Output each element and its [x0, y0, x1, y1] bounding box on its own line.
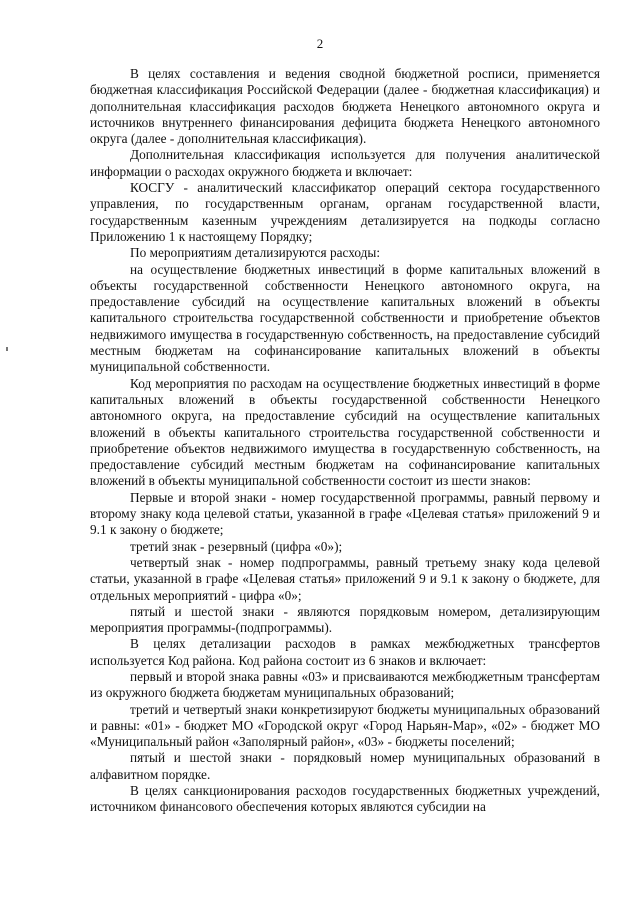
paragraph-additional-classification: Дополнительная классификация используется для получения аналитической информации о расходах окружного бюджета и включает:	[90, 147, 600, 179]
paragraph-fourth-digit: четвертый знак - номер подпрограммы, равный третьему знаку кода целевой статьи, указанной в графе «Целевая статья» приложений 9 и 9.1 к закону о бюджете, для отдельных мероприятий - цифра «0»;	[90, 554, 600, 603]
paragraph-district-code: В целях детализации расходов в рамках межбюджетных трансфертов используется Код района. Код района состоит из 6 знаков и включает:	[90, 636, 600, 668]
document-body	[90, 66, 600, 816]
margin-mark	[6, 347, 8, 351]
paragraph-district-fifth-sixth: пятый и шестой знаки - порядковый номер муниципальных образований в алфавитном порядке.	[90, 750, 600, 782]
paragraph-kosgu: КОСГУ - аналитический классификатор операций сектора государственного управления, по государственным органам, органам государственной власти, государственным казенным учреждениям детализируется на подкоды согласно Приложению 1 к настоящему Порядку;	[90, 180, 600, 244]
paragraph-by-measures: По мероприятиям детализируются расходы:	[130, 245, 381, 261]
paragraph-capital-investments: на осуществление бюджетных инвестиций в форме капитальных вложений в объекты государственной собственности Ненецкого автономного округа, на предоставление субсидий на осуществление капитальных вложений в объекты капитального строительства государственной собственности и приобретение объектов недвижимого имущества в государственную собственность, на предоставление субсидий местным бюджетам на софинансирование капитальных вложений в объекты муниципальной собственности.	[90, 261, 600, 375]
page-number: 2	[316, 36, 324, 51]
paragraph-third-digit: третий знак - резервный (цифра «0»);	[130, 538, 343, 554]
paragraph-district-first-second: первый и второй знака равны «03» и присваиваются межбюджетным трансфертам из окружного бюджета бюджетам муниципальных образований;	[90, 668, 600, 701]
paragraph-measure-code: Код мероприятия по расходам на осуществление бюджетных инвестиций в форме капитальных вложений в объекты государственной собственности Ненецкого автономного округа, на предоставление субсидий на осуществление капитальных вложений в объекты капитального строительства государственной собственности и приобретение объектов недвижимого имущества в государственную собственность, на предоставление субсидий местным бюджетам на софинансирование капитальных вложений в объекты муниципальной собственности состоит из шести знаков:	[90, 375, 600, 489]
paragraph-fifth-sixth-digits: пятый и шестой знаки - являются порядковым номером, детализирующим мероприятия программы-(подпрограммы).	[90, 603, 600, 636]
paragraph-first-second-digits: Первые и второй знаки - номер государственной программы, равный первому и второму знаку кода целевой статьи, указанной в графе «Целевая статья» приложений 9 и 9.1 к закону о бюджете;	[90, 489, 600, 538]
paragraph-district-third-fourth: третий и четвертый знаки конкретизируют бюджеты муниципальных образований и равны: «01» - бюджет МО «Городской округ «Город Нарьян-Мар», «02» - бюджет МО «Муниципальный район «Заполярный район», «03» - бюджеты поселений;	[90, 701, 600, 750]
paragraph-budget-classification: В целях составления и ведения сводной бюджетной росписи, применяется бюджетная классификация Российской Федерации (далее - бюджетная классификация) и дополнительная классификация расходов бюджета Ненецкого автономного округа и источников внутреннего финансирования дефицита бюджета Ненецкого автономного округа (далее - дополнительная классификация).	[90, 66, 600, 147]
paragraph-authorization: В целях санкционирования расходов государственных бюджетных учреждений, источником финансового обеспечения которых являются субсидии на	[90, 783, 600, 815]
